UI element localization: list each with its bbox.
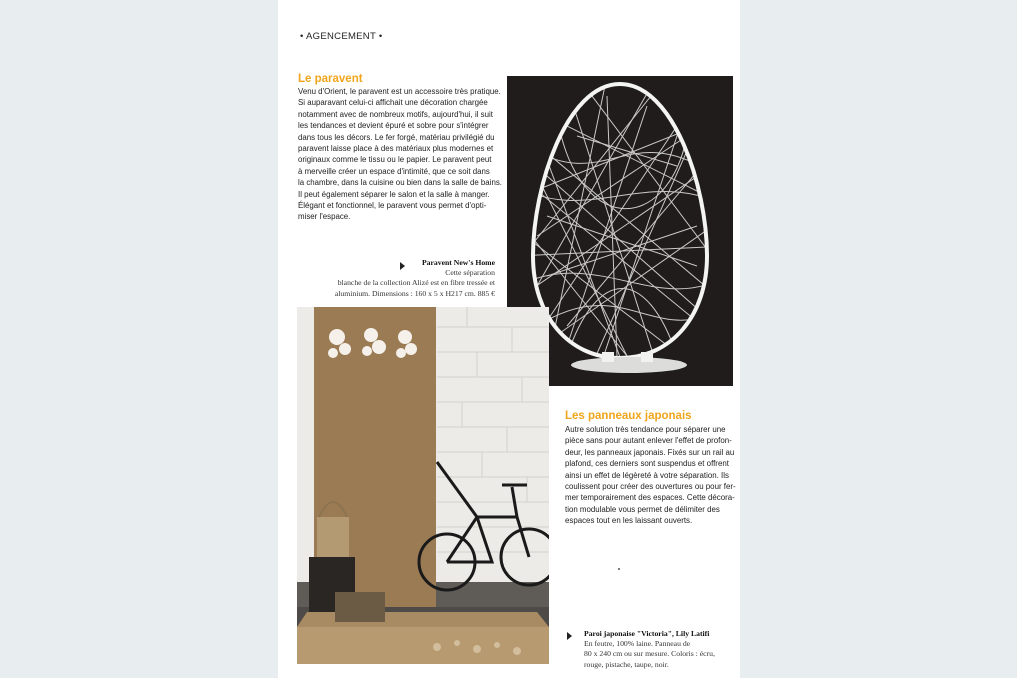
japanese-panel-image [297, 307, 549, 664]
paravent-line: à merveille créer un espace d'intimité, que ce soit dans [298, 166, 490, 176]
japanese-panel-photo [297, 307, 549, 664]
panneaux-line: coulissent pour créer des ouvertures ou pour fer- [565, 482, 736, 492]
paravent-caption-line: Cette séparation [445, 268, 495, 278]
panneaux-body [565, 424, 735, 527]
panneaux-line: ainsi un effet de légèreté à votre séparation. Ils [565, 470, 729, 480]
paroi-caption-title: Paroi japonaise "Victoria", Lily Latifi [584, 629, 710, 638]
paravent-line: Venu d'Orient, le paravent est un accessoire très pratique. [298, 87, 501, 96]
paravent-line: Si auparavant celui-ci affichait une décoration chargée [298, 98, 488, 108]
paravent-caption-line: blanche de la collection Alizé est en fibre tressée et [337, 278, 495, 288]
panneaux-line: Autre solution très tendance pour séparer une [565, 425, 726, 434]
panneaux-heading: Les panneaux japonais [565, 410, 692, 422]
paravent-line: miser l'espace. [298, 212, 351, 222]
paravent-caption-line: aluminium. Dimensions : 160 x 5 x H217 cm. 885 € [334, 288, 495, 298]
paroi-caption-line: 80 x 240 cm ou sur mesure. Coloris : écru, [584, 649, 715, 659]
panneaux-line: mer temporairement des espaces. Cette décora- [565, 493, 735, 503]
paravent-heading: Le paravent [298, 73, 363, 85]
panneaux-line: plafond, ces derniers sont suspendus et offrent [565, 459, 729, 469]
paroi-caption-line: rouge, pistache, taupe, noir. [584, 659, 669, 669]
paravent-line: Il peut également séparer le salon et la salle à manger. [298, 189, 490, 199]
panneaux-line: pièce sans pour autant enlever l'effet de profon- [565, 436, 732, 446]
paravent-caption [300, 258, 495, 299]
paroi-caption-line: En feutre, 100% laine. Panneau de [584, 639, 691, 649]
panneaux-line: espaces tout en les laissant ouverts. [565, 516, 693, 526]
paravent-body [298, 86, 503, 223]
paravent-line: notamment avec de nombreux motifs, aujourd'hui, il suit [298, 109, 493, 119]
decorative-dot [618, 568, 620, 570]
caption-arrow-icon [567, 632, 572, 640]
paravent-line: dans tous les décors. Le fer forgé, matériau privilégié du [298, 132, 495, 142]
panneaux-line: deur, les panneaux japonais. Fixés sur un rail au [565, 447, 735, 457]
paravent-line: originaux comme le tissu ou le papier. Le paravent peut [298, 155, 492, 165]
panneaux-line: tion modulable vous permet de délimiter des [565, 504, 720, 514]
paravent-line: Élégant et fonctionnel, le paravent vous permet d'opti- [298, 201, 487, 211]
paravent-line: les tendances et devient épuré et sobre pour s'intégrer [298, 121, 489, 131]
section-label: • AGENCEMENT • [300, 31, 383, 42]
paroi-caption [584, 629, 739, 670]
paravent-caption-title: Paravent New's Home [421, 258, 495, 267]
paravent-line: paravent laisse place à des matériaux plus modernes et [298, 144, 494, 154]
paravent-line: la chambre, dans la cuisine ou bien dans la salle de bains. [298, 178, 502, 188]
